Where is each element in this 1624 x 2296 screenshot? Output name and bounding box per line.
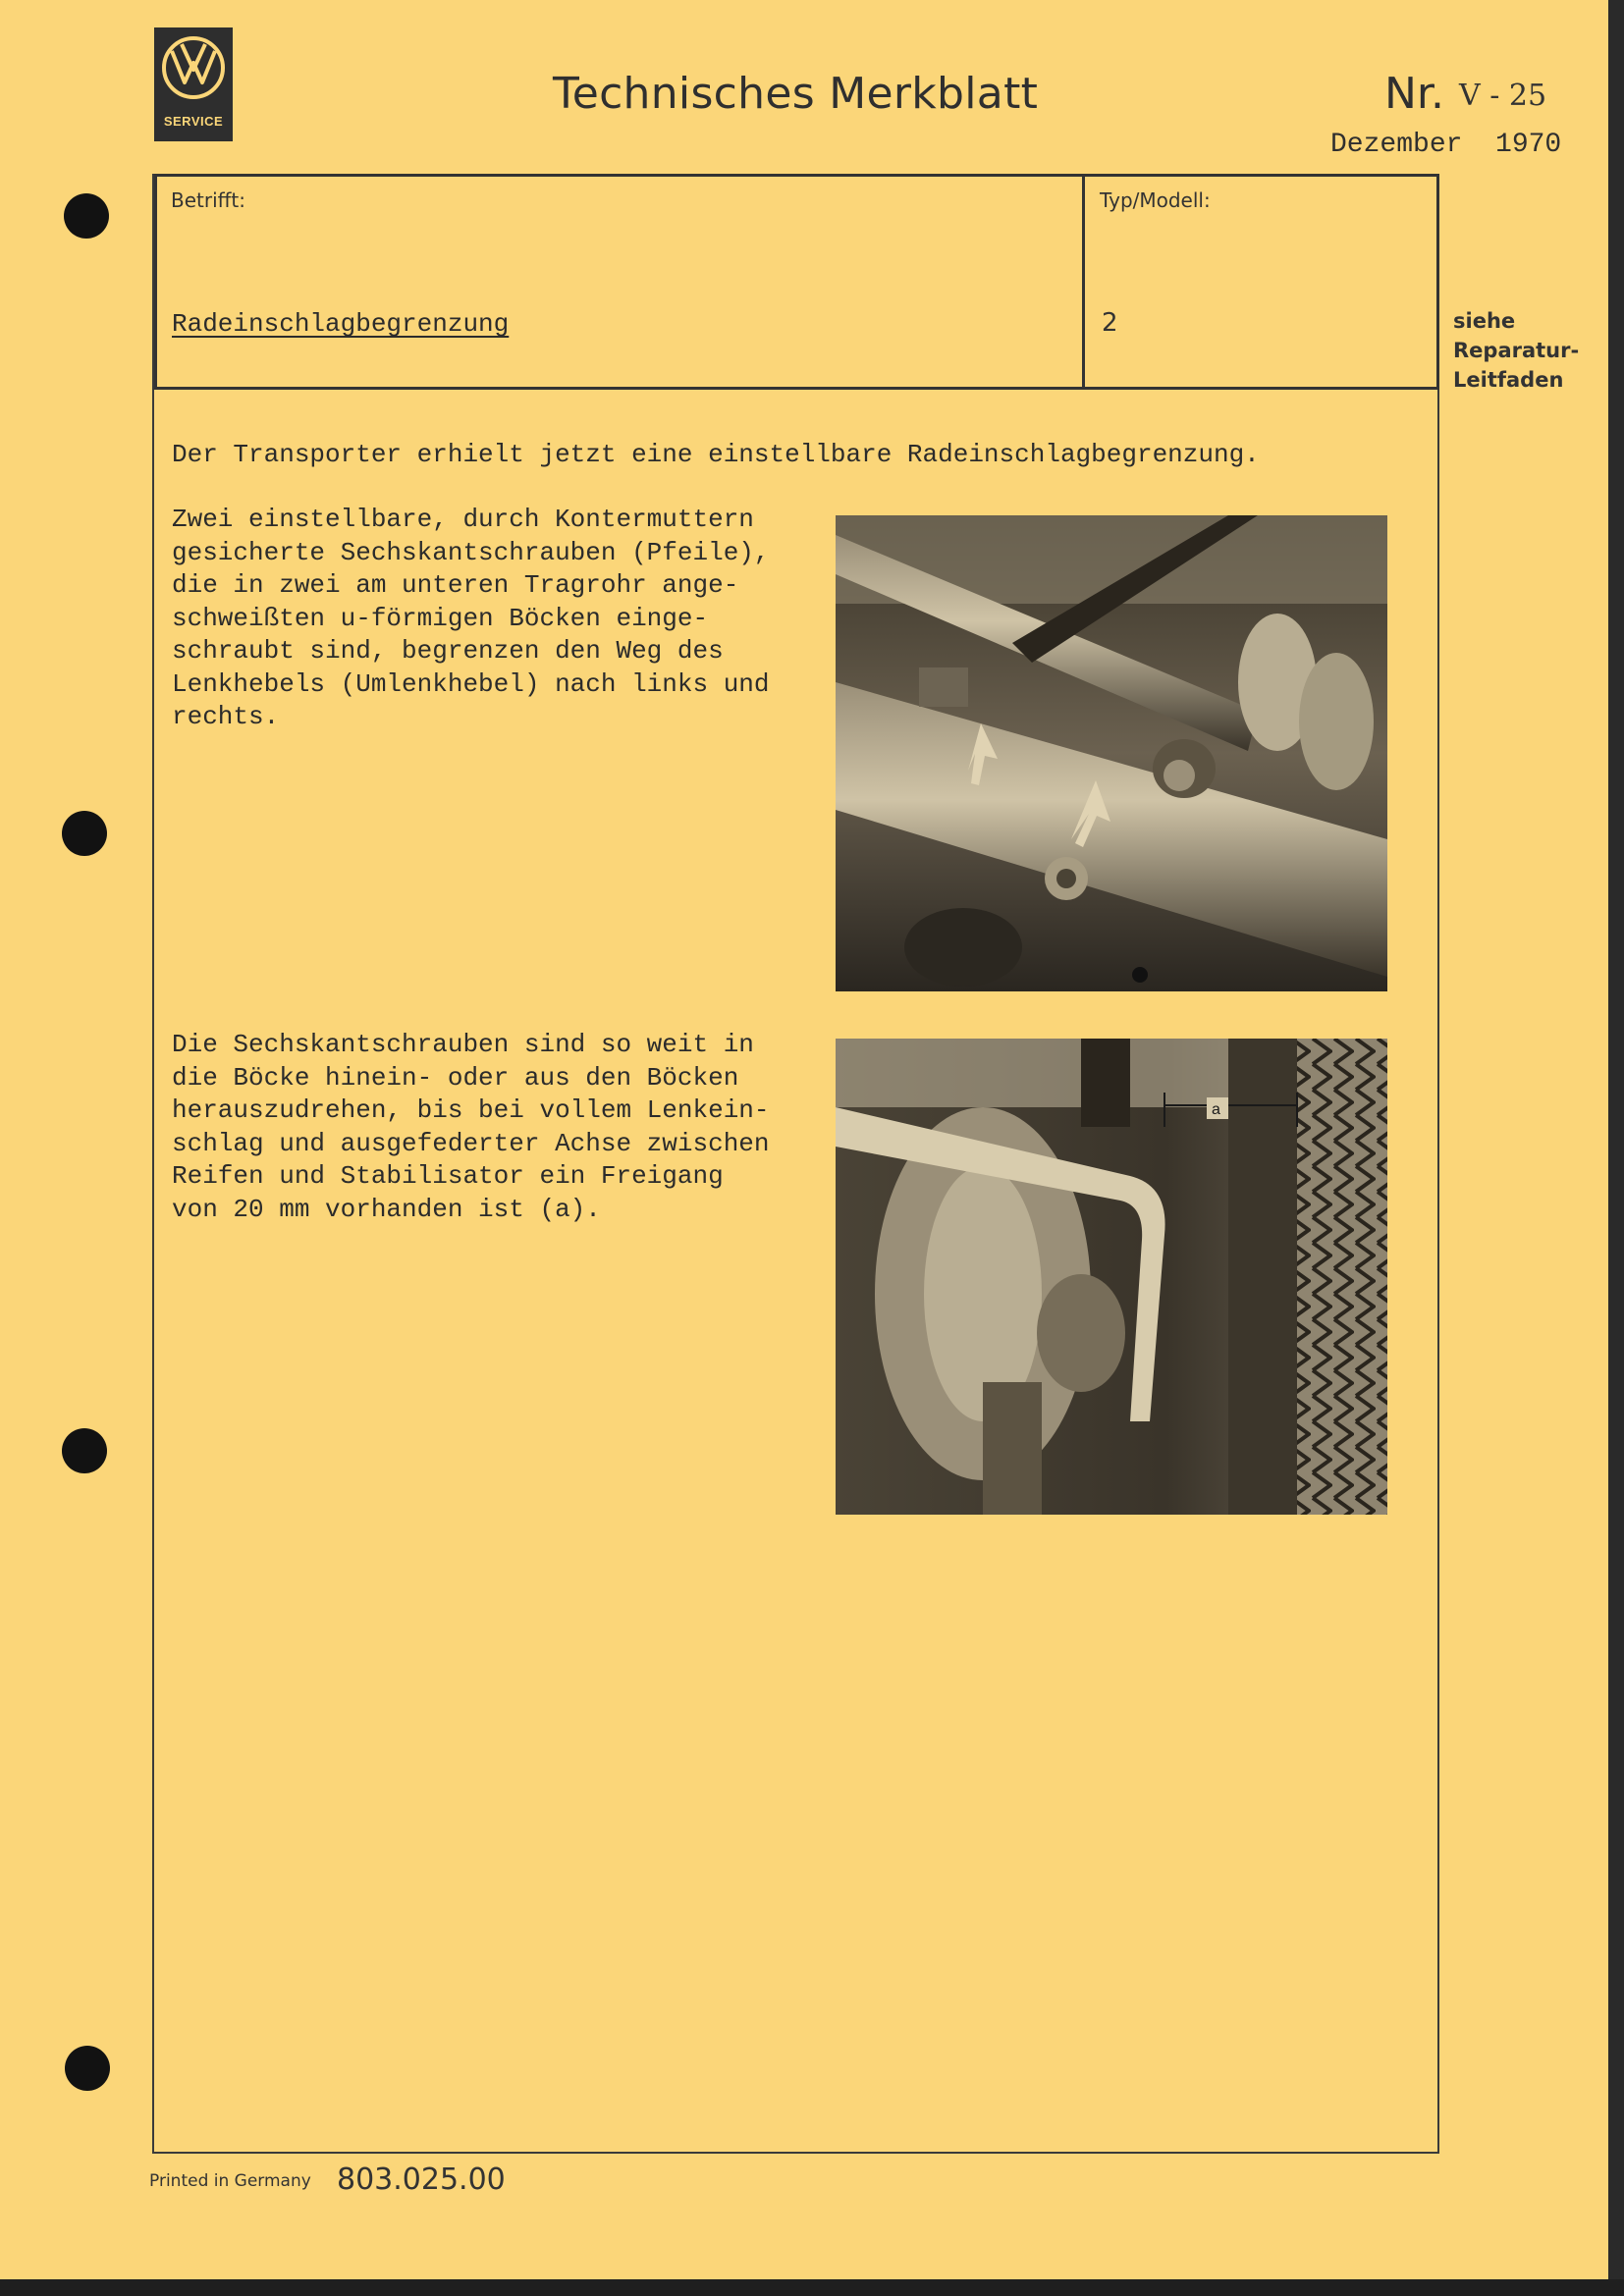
document-title: Technisches Merkblatt [553, 69, 1039, 119]
vw-emblem-icon [161, 35, 226, 100]
photo-wheel-clearance [836, 1039, 1387, 1515]
subject-label: Betrifft: [171, 188, 246, 212]
clearance-label: a [1212, 1101, 1220, 1118]
intro-text: Der Transporter erhielt jetzt eine einstellbare Radeinschlagbegrenzung. [172, 440, 1260, 469]
paragraph-2: Die Sechskantschrauben sind so weit in die Böcke hinein- oder aus den Böcken herauszudrehen, bis bei vollem Lenkein- schlag und ausgefederter Achse zwischen Reifen und Stabilisator ein Freigang von 20 mm vorhanden ist (a). [172, 1030, 770, 1224]
vw-service-logo [154, 27, 233, 141]
punch-hole [62, 1428, 107, 1473]
scan-edge [0, 2279, 1624, 2296]
side-note: siehe Reparatur- Leitfaden [1453, 309, 1580, 392]
info-box-divider [1082, 174, 1085, 390]
punch-hole [64, 193, 109, 239]
subject-value: Radeinschlagbegrenzung [172, 309, 510, 339]
logo-text: SERVICE [163, 114, 224, 129]
model-label: Typ/Modell: [1100, 188, 1211, 212]
punch-hole [65, 2046, 110, 2091]
number-value: V - 25 [1459, 79, 1547, 113]
document-date: Dezember 1970 [1330, 130, 1562, 160]
photo-steering-stops [836, 515, 1387, 991]
punch-hole [62, 811, 107, 856]
form-code: 803.025.00 [337, 2163, 506, 2197]
paragraph-1: Zwei einstellbare, durch Kontermuttern gesicherte Sechskantschrauben (Pfeile), die in zwei am unteren Tragrohr ange- schweißten u-förmigen Böcken einge- schraubt sind, begrenzen den Weg des Lenkhebels (Umlenkhebel) nach links und rechts. [172, 505, 770, 731]
info-box [154, 174, 1439, 390]
model-value: 2 [1102, 308, 1118, 338]
number-label: Nr. [1384, 69, 1444, 119]
printed-label: Printed in Germany [149, 2171, 311, 2191]
